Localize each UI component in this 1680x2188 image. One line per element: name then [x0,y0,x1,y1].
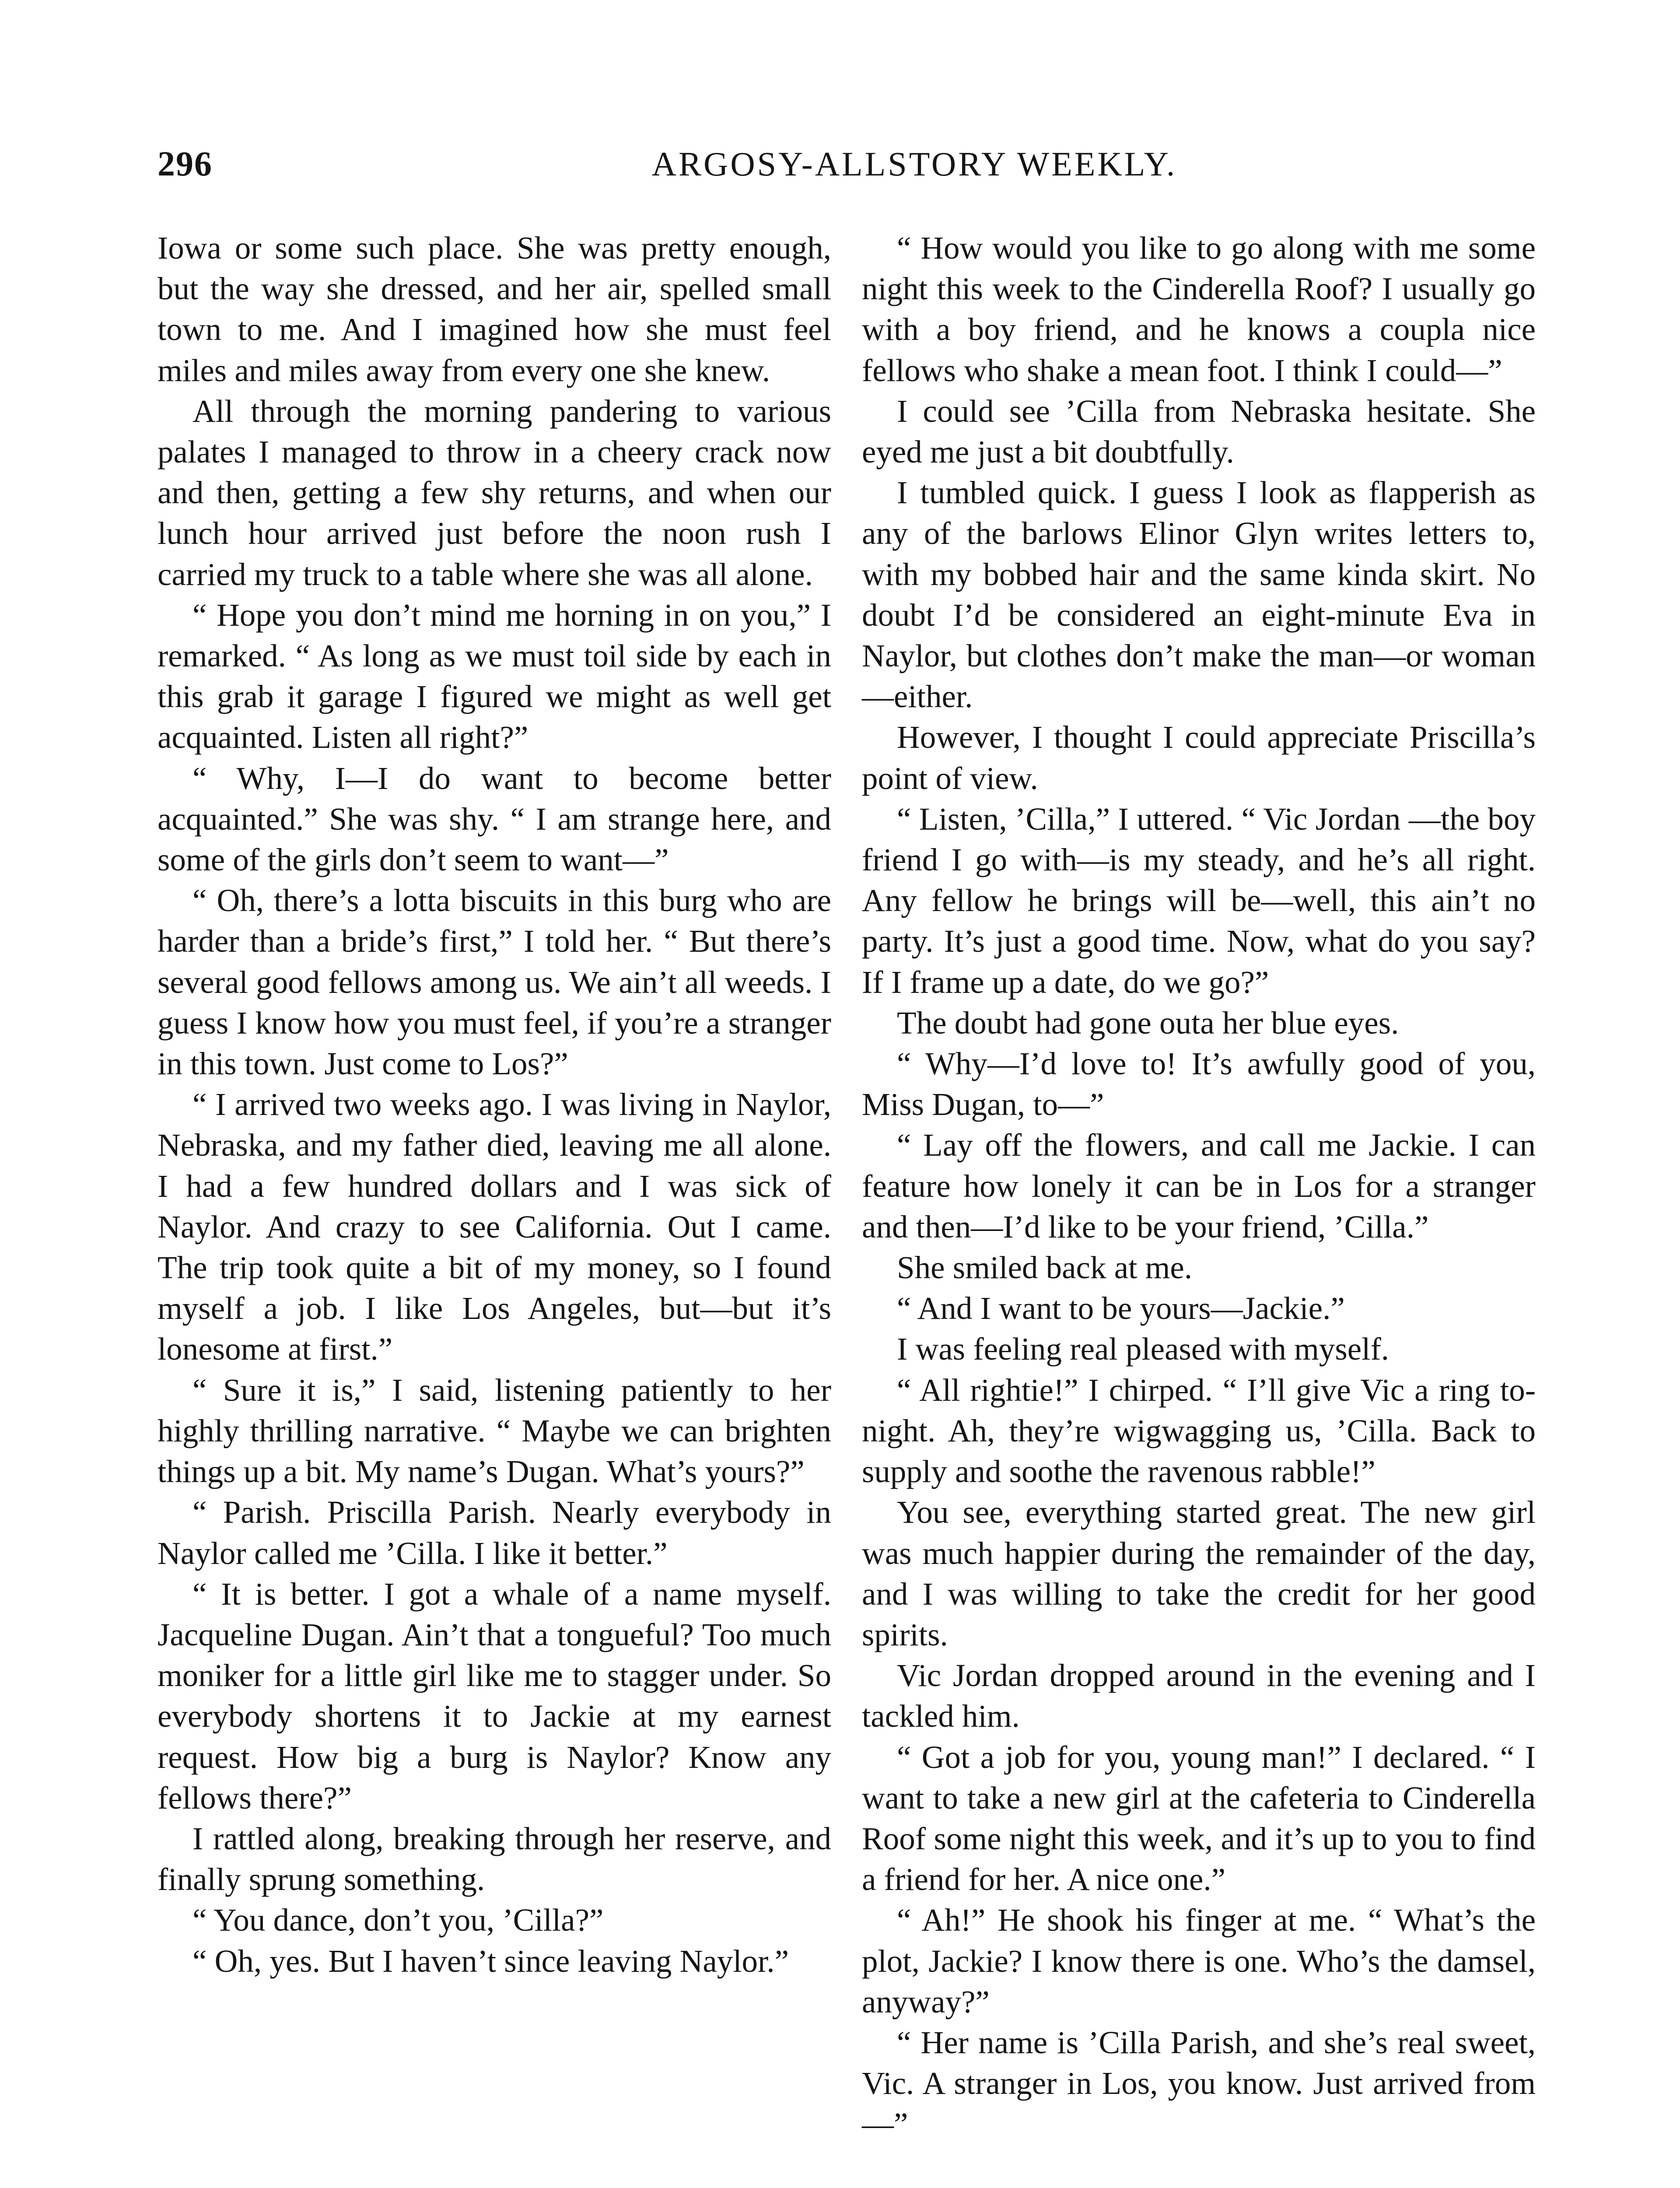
paragraph: “ Lay off the flowers, and call me Jackie. I can feature how lonely it can be in Los for a stranger and then—I’d like to be your friend, ’Cilla.” [862,1127,1536,1245]
paragraph: I rattled along, breaking through her reserve, and finally sprung something. [158,1820,831,1897]
paragraph: Vic Jordan dropped around in the evening and I tackled him. [862,1658,1536,1734]
paragraph: “ Got a job for you, young man!” I declared. “ I want to take a new girl at the cafeteria to Cinderella Roof some night this week, and it’s up to you to find a friend for her. A nice one.” [862,1739,1536,1897]
paragraph: The doubt had gone outa her blue eyes. [897,1005,1399,1041]
paragraph: “ Listen, ’Cilla,” I uttered. “ Vic Jordan —the boy friend I go with—is my steady, and he’s all right. Any fellow he brings will be—well, this ain’t no party. It’s just a good time. Now, what do you say? If I frame up a date, do we go?” [862,801,1536,1000]
paragraph: Iowa or some such place. She was pretty enough, but the way she dressed, and her air, spelled small town to me. And I imagined how she must feel miles and miles away from every one she knew. [158,230,831,388]
paragraph: “ All rightie!” I chirped. “ I’ll give Vic a ring to-night. Ah, they’re wigwagging us, ’Cilla. Back to supply and soothe the ravenous rabble!” [862,1372,1536,1490]
paragraph: She smiled back at me. [897,1250,1193,1286]
paragraph: “ Why—I’d love to! It’s awfully good of you, Miss Dugan, to—” [862,1046,1536,1122]
paragraph: “ Why, I—I do want to become better acquainted.” She was shy. “ I am strange here, and some of the girls don’t seem to want—” [158,760,831,878]
paragraph: “ Oh, there’s a lotta biscuits in this burg who are harder than a bride’s first,” I told her. “ But there’s several good fellows among us. We ain’t all weeds. I guess I know how you must feel, if you’re a stranger in this town. Just come to Los?” [158,883,831,1082]
paragraph: However, I thought I could appreciate Priscilla’s point of view. [862,719,1536,796]
paragraph: “ Hope you don’t mind me horning in on you,” I remarked. “ As long as we must toil side by each in this grab it garage I figured we might as well get acquainted. Listen all right?” [158,597,831,755]
paragraph: “ Parish. Priscilla Parish. Nearly everybody in Naylor called me ’Cilla. I like it better.” [158,1494,831,1571]
paragraph: I was feeling real pleased with myself. [897,1331,1390,1367]
paragraph: “ Oh, yes. But I haven’t since leaving Naylor.” [192,1943,789,1979]
paragraph: I could see ’Cilla from Nebraska hesitate. She eyed me just a bit doubtfully. [862,393,1536,470]
running-title: ARGOSY-ALLSTORY WEEKLY. [651,145,1177,183]
left-column [158,228,831,1981]
paragraph: You see, everything started great. The new girl was much happier during the remainder of the day, and I was willing to take the credit for her good spirits. [862,1494,1536,1652]
paragraph: “ Sure it is,” I said, listening patiently to her highly thrilling narrative. “ Maybe we can brighten things up a bit. My name’s Dugan. What’s yours?” [158,1372,831,1490]
paragraph: “ It is better. I got a whale of a name myself. Jacqueline Dugan. Ain’t that a tongueful? Too much moniker for a little girl like me to stagger under. So everybody shortens it to Jackie at my earnest request. How big a burg is Naylor? Know any fellows there?” [158,1576,831,1816]
paragraph: “ And I want to be yours—Jackie.” [897,1290,1345,1326]
paragraph: “ Her name is ’Cilla Parish, and she’s real sweet, Vic. A stranger in Los, you know. Just arrived from—” [862,2024,1536,2142]
page-number: 296 [158,145,213,183]
page-header [158,144,1536,197]
paragraph: “ Ah!” He shook his finger at me. “ What’s the plot, Jackie? I know there is one. Who’s the damsel, anyway?” [862,1902,1536,2020]
paragraph: “ How would you like to go along with me some night this week to the Cinderella Roof? I usually go with a boy friend, and he knows a coupla nice fellows who shake a mean foot. I think I could—” [862,230,1536,388]
paragraph: “ I arrived two weeks ago. I was living in Naylor, Nebraska, and my father died, leaving me all alone. I had a few hundred dollars and I was sick of Naylor. And crazy to see California. Out I came. The trip took quite a bit of my money, so I found myself a job. I like Los Angeles, but—but it’s lonesome at first.” [158,1087,831,1367]
paragraph: All through the morning pandering to various palates I managed to throw in a cheery crack now and then, getting a few shy returns, and when our lunch hour arrived just before the noon rush I carried my truck to a table where she was all alone. [158,393,831,592]
paragraph: I tumbled quick. I guess I look as flapperish as any of the barlows Elinor Glyn writes letters to, with my bobbed hair and the same kinda skirt. No doubt I’d be considered an eight-minute Eva in Naylor, but clothes don’t make the man—or woman —either. [862,475,1536,715]
paragraph: “ You dance, don’t you, ’Cilla?” [192,1902,604,1938]
right-column [862,228,1536,2145]
